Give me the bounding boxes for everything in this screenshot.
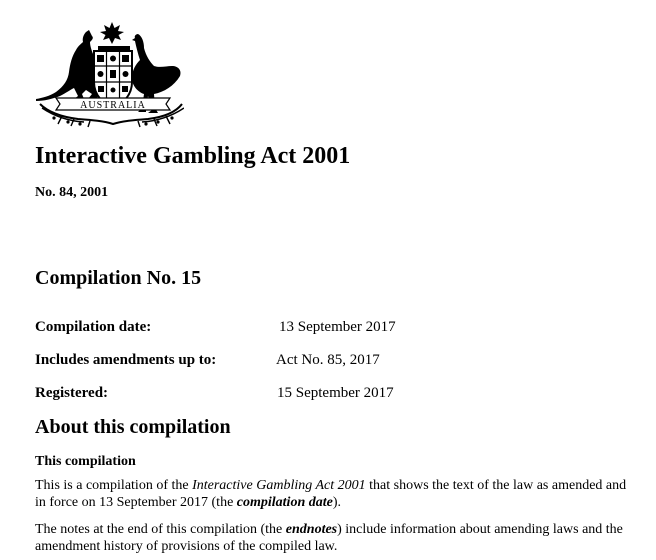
commonwealth-star-icon [100, 22, 124, 44]
compilation-date-row [35, 317, 635, 337]
para1-prefix: This is a compilation of the [35, 478, 193, 493]
para2-prefix: The notes at the end of this compilation (the [35, 522, 286, 537]
registered-label: Registered: [35, 385, 109, 401]
compilation-heading: Compilation No. 15 [35, 267, 202, 289]
para1-middle: that shows the text of the law as amended and in force on 13 September 2017 (the [35, 478, 627, 510]
amendments-label: Includes amendments up to: [35, 352, 217, 368]
para2-suffix: ) include information about amending laws and the amendment history of provisions of the compiled law. [35, 522, 623, 554]
compilation-date-label: Compilation date: [35, 319, 152, 335]
about-heading: About this compilation [35, 416, 231, 438]
act-title: Interactive Gambling Act 2001 [35, 143, 351, 169]
this-compilation-subheading: This compilation [35, 454, 136, 469]
endnotes-term: endnotes [285, 522, 338, 537]
crest-label: AUSTRALIA [80, 100, 146, 111]
compilation-date-term: compilation date [236, 495, 333, 510]
compilation-paragraph [35, 477, 640, 511]
registered-value: 15 September 2017 [277, 385, 394, 401]
registered-row [35, 383, 635, 403]
para1-suffix: ). [332, 495, 342, 510]
kangaroo-icon [36, 30, 98, 101]
act-number: No. 84, 2001 [35, 185, 109, 200]
australian-coat-of-arms-icon [34, 20, 184, 128]
compilation-date-value: 13 September 2017 [279, 319, 396, 335]
act-name-italic: Interactive Gambling Act 2001 [192, 478, 366, 493]
amendments-value: Act No. 85, 2017 [276, 352, 380, 368]
amendments-row [35, 350, 635, 370]
endnotes-paragraph [35, 521, 640, 555]
